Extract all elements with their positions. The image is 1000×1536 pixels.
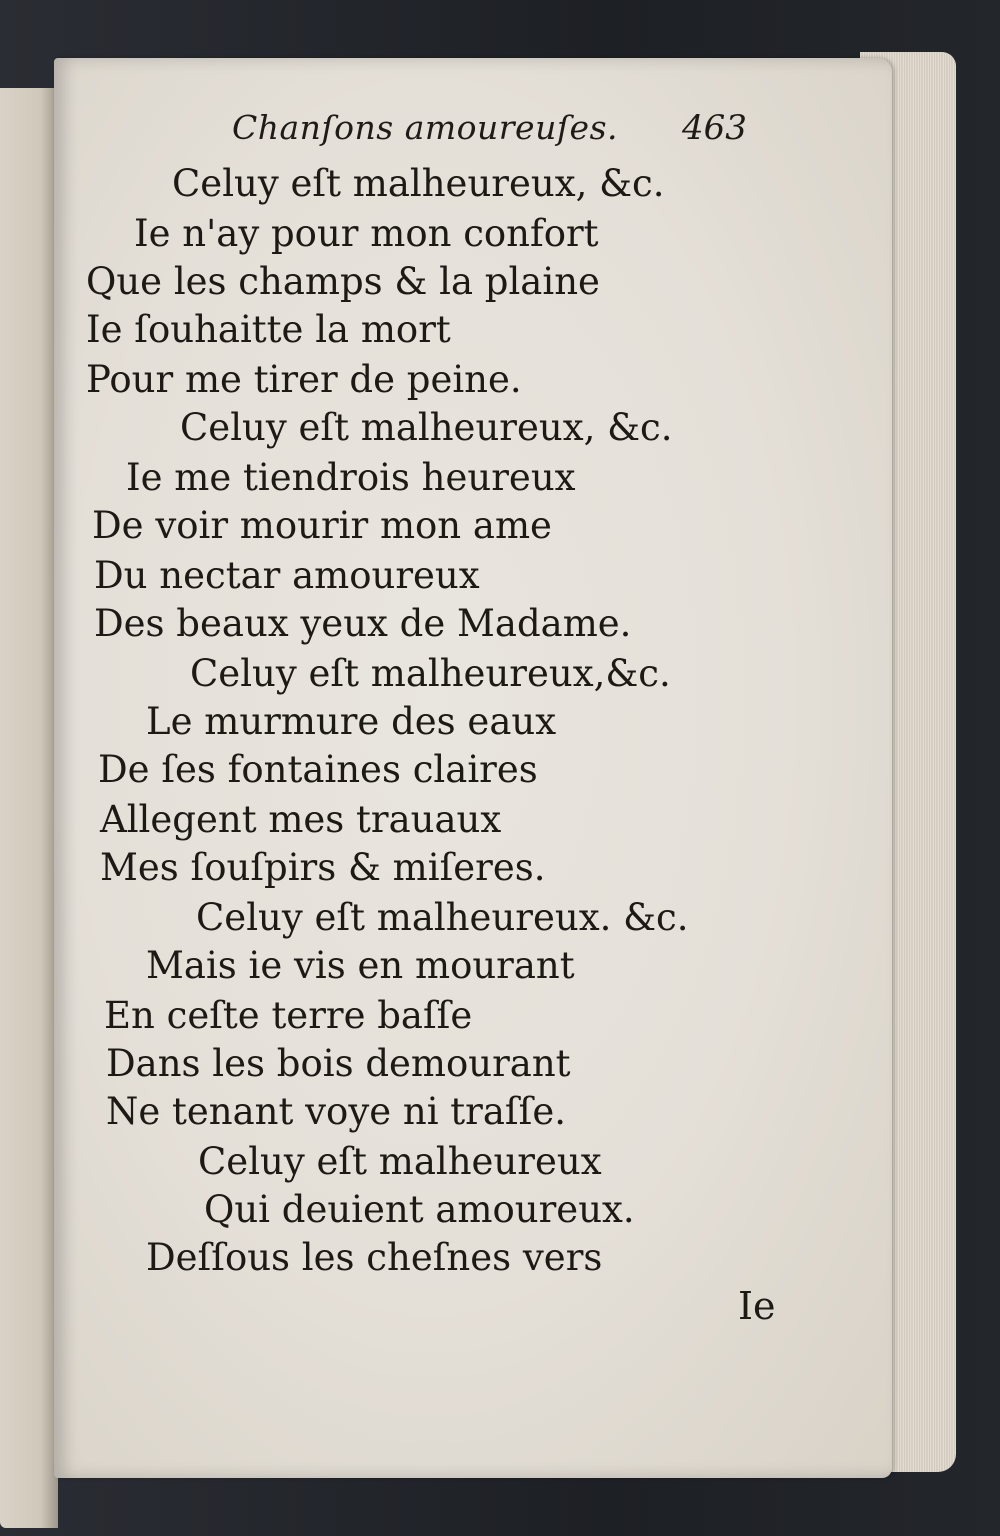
verse-line: Celuy eſt malheureux. &c. bbox=[196, 896, 689, 939]
verse-line: Pour me tirer de peine. bbox=[86, 358, 522, 401]
catchword: Ie bbox=[738, 1284, 776, 1328]
verse-line: Mes ſouſpirs & miſeres. bbox=[100, 846, 546, 889]
verse-line: De voir mourir mon ame bbox=[92, 504, 552, 547]
verse-line: Dans les bois demourant bbox=[106, 1042, 571, 1085]
verse-line: Celuy eſt malheureux, &c. bbox=[180, 406, 673, 449]
left-page-bleed-text bbox=[2, 248, 56, 1148]
running-head: Chanſons amoureuſes. bbox=[232, 108, 619, 147]
verse-line: Mais ie vis en mourant bbox=[146, 944, 575, 987]
verse-line: En ceſte terre baſſe bbox=[104, 994, 473, 1037]
verse-line: Celuy eſt malheureux bbox=[198, 1140, 602, 1183]
verse-line: Deſſous les cheſnes vers bbox=[146, 1236, 603, 1279]
verse-line: Ne tenant voye ni traſſe. bbox=[106, 1090, 566, 1133]
verse-line: Allegent mes trauaux bbox=[100, 798, 502, 841]
page-number: 463 bbox=[682, 108, 747, 148]
verse-line: Ie ſouhaitte la mort bbox=[86, 308, 451, 351]
verse-line: Ie n'ay pour mon confort bbox=[134, 212, 599, 255]
left-facing-page-edge bbox=[0, 88, 58, 1528]
verse-line: Du nectar amoureux bbox=[94, 554, 480, 597]
verse-line: Celuy eſt malheureux, &c. bbox=[172, 162, 665, 205]
verse-line: De ſes fontaines claires bbox=[98, 748, 538, 791]
verse-line: Des beaux yeux de Madame. bbox=[94, 602, 632, 645]
verse-line: Le murmure des eaux bbox=[146, 700, 557, 743]
verse-line: Celuy eſt malheureux,&c. bbox=[190, 652, 671, 695]
verse-line: Ie me tiendrois heureux bbox=[126, 456, 576, 499]
verse-line: Qui deuient amoureux. bbox=[204, 1188, 635, 1231]
verse-line: Que les champs & la plaine bbox=[86, 260, 600, 303]
